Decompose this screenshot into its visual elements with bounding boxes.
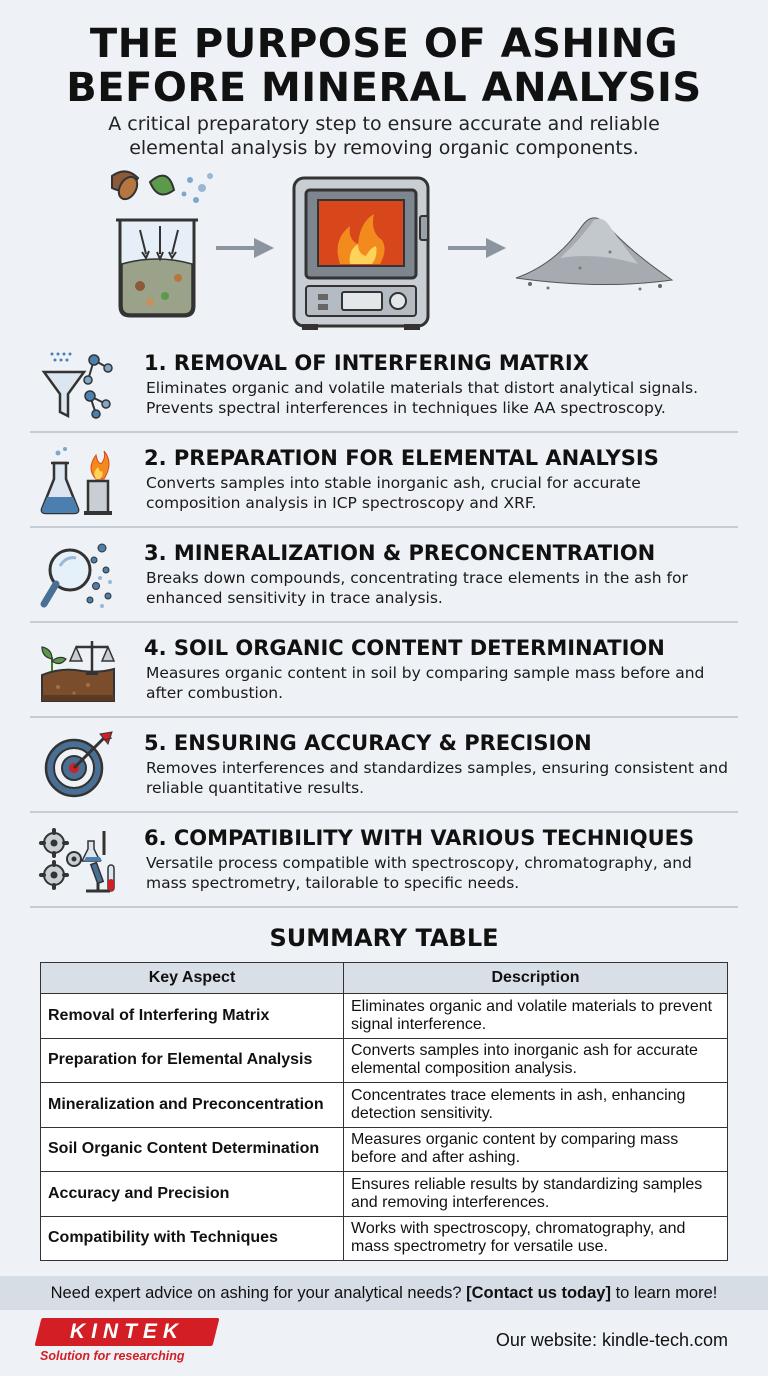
table-cell-aspect: Accuracy and Precision: [41, 1172, 344, 1217]
table-row: [41, 1083, 728, 1128]
funnel-molecule-icon: [38, 350, 118, 422]
table-row: [41, 1216, 728, 1261]
section-description: Breaks down compounds, concentrating trace elements in the ash for enhanced sensitivity in trace analysis.: [146, 569, 688, 607]
section-description: Removes interferences and standardizes samples, ensuring consistent and reliable quantitative results.: [146, 759, 728, 797]
table-cell-description: Concentrates trace elements in ash, enhancing detection sensitivity.: [344, 1083, 728, 1128]
cta-prefix: Need expert advice on ashing for your analytical needs?: [50, 1284, 467, 1302]
soil-balance-icon: [38, 635, 118, 707]
section-compatibility: [30, 813, 738, 908]
section-description: Converts samples into stable inorganic ash, crucial for accurate composition analysis in ICP spectroscopy and XRF.: [146, 474, 641, 512]
cta-bar: [0, 1276, 768, 1310]
title-line-1: THE PURPOSE OF ASHING: [89, 21, 679, 67]
cta-suffix: to learn more!: [610, 1284, 718, 1302]
website-link[interactable]: Our website: kindle-tech.com: [495, 1330, 728, 1350]
table-cell-aspect: Soil Organic Content Determination: [41, 1127, 344, 1172]
target-icon: [38, 730, 118, 802]
table-header-row: [41, 963, 728, 994]
table-cell-aspect: Compatibility with Techniques: [41, 1216, 344, 1261]
table-cell-description: Works with spectroscopy, chromatography, and mass spectrometry for versatile use.: [344, 1216, 728, 1261]
purpose-sections: [30, 338, 738, 908]
column-header: Key Aspect: [41, 963, 344, 994]
section-accuracy: [30, 718, 738, 813]
section-title: 4. SOIL ORGANIC CONTENT DETERMINATION: [144, 636, 665, 660]
section-preparation: [30, 433, 738, 528]
table-cell-description: Converts samples into inorganic ash for accurate elemental composition analysis.: [344, 1038, 728, 1083]
table-cell-aspect: Preparation for Elemental Analysis: [41, 1038, 344, 1083]
page-title: [0, 22, 768, 110]
summary-table: [40, 962, 728, 1261]
table-cell-aspect: Mineralization and Preconcentration: [41, 1083, 344, 1128]
section-title: 2. PREPARATION FOR ELEMENTAL ANALYSIS: [144, 446, 659, 470]
kintek-logo: [38, 1318, 220, 1368]
arrow-icon: [216, 238, 274, 258]
section-description: Eliminates organic and volatile materials that distort analytical signals. Prevents spectral interferences in techniques like AA spectroscopy.: [146, 379, 698, 417]
table-row: [41, 1172, 728, 1217]
muffle-furnace-icon: [294, 178, 428, 330]
section-title: 6. COMPATIBILITY WITH VARIOUS TECHNIQUES: [144, 826, 695, 850]
section-title: 3. MINERALIZATION & PRECONCENTRATION: [144, 541, 656, 565]
logo-text: KINTEK: [69, 1320, 185, 1343]
table-cell-description: Eliminates organic and volatile materials to prevent signal interference.: [344, 994, 728, 1039]
table-cell-description: Measures organic content by comparing mass before and after ashing.: [344, 1127, 728, 1172]
logo-tagline: Solution for researching: [40, 1349, 185, 1363]
section-title: 5. ENSURING ACCURACY & PRECISION: [144, 731, 592, 755]
section-mineralization: [30, 528, 738, 623]
flask-burner-icon: [38, 445, 118, 517]
hero-illustration: [0, 168, 768, 333]
summary-title: SUMMARY TABLE: [269, 924, 499, 952]
ash-pile-icon: [516, 218, 672, 291]
table-row: [41, 1127, 728, 1172]
arrow-icon: [448, 238, 506, 258]
section-description: Versatile process compatible with spectroscopy, chromatography, and mass spectrometry, tailorable to specific needs.: [146, 854, 692, 892]
table-row: [41, 1038, 728, 1083]
section-removal-matrix: [30, 338, 738, 433]
gears-microscope-icon: [38, 825, 118, 897]
column-header: Description: [344, 963, 728, 994]
table-cell-description: Ensures reliable results by standardizing samples and removing interferences.: [344, 1172, 728, 1217]
section-title: 1. REMOVAL OF INTERFERING MATRIX: [144, 351, 589, 375]
beaker-sample-icon: [112, 171, 213, 316]
title-line-2: BEFORE MINERAL ANALYSIS: [66, 65, 702, 111]
section-soil-organic: [30, 623, 738, 718]
section-description: Measures organic content in soil by comparing sample mass before and after combustion.: [146, 664, 705, 702]
table-row: [41, 994, 728, 1039]
page-subtitle: A critical preparatory step to ensure accurate and reliable elemental analysis by removing organic components.: [108, 113, 660, 159]
contact-us-link[interactable]: [Contact us today]: [466, 1284, 611, 1302]
table-cell-aspect: Removal of Interfering Matrix: [41, 994, 344, 1039]
magnifier-icon: [38, 540, 118, 612]
